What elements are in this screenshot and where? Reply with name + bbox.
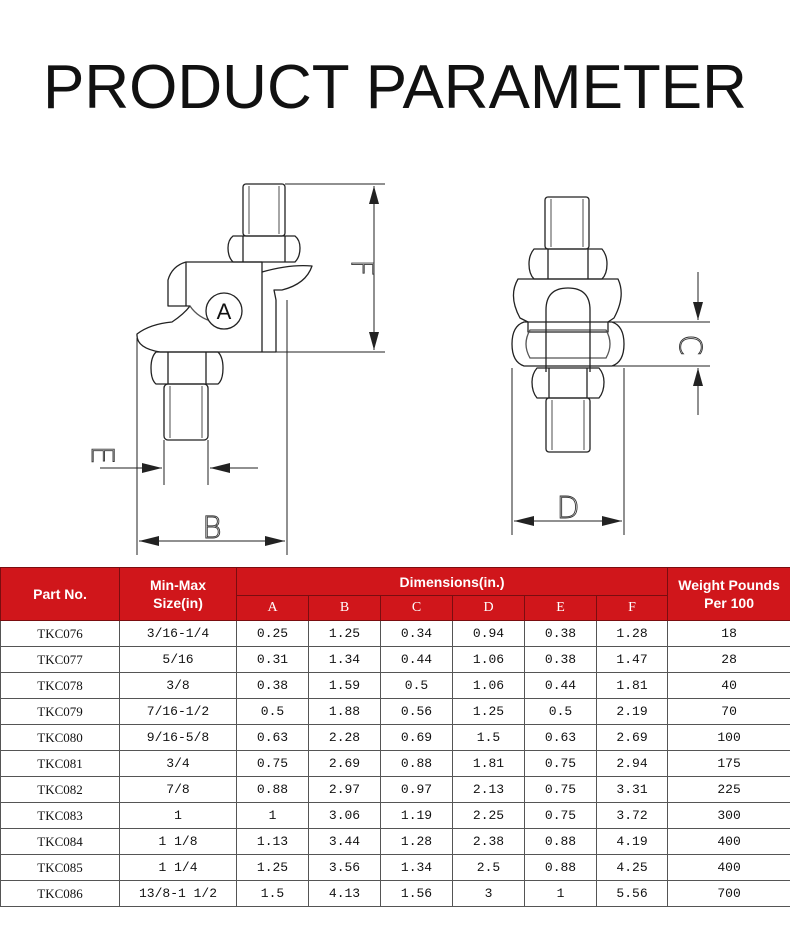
- cell-dim-b: 1.59: [309, 673, 381, 699]
- cell-part-no: TKC084: [1, 829, 120, 855]
- header-dim-d: D: [453, 596, 525, 621]
- page-title: PRODUCT PARAMETER: [43, 53, 747, 122]
- cell-dim-e: 0.75: [525, 777, 597, 803]
- clamp-diagram: [0, 160, 790, 560]
- header-part-no: Part No.: [1, 568, 120, 621]
- cell-dim-c: 0.97: [381, 777, 453, 803]
- cell-dim-c: 1.28: [381, 829, 453, 855]
- table-row: [1, 647, 790, 673]
- cell-dim-d: 2.5: [453, 855, 525, 881]
- cell-dim-a: 0.5: [237, 699, 309, 725]
- cell-weight: 18: [668, 621, 790, 647]
- cell-dim-a: 1.25: [237, 855, 309, 881]
- cell-dim-f: 5.56: [597, 881, 668, 907]
- cell-dim-e: 1: [525, 881, 597, 907]
- cell-dim-e: 0.75: [525, 803, 597, 829]
- cell-part-no: TKC080: [1, 725, 120, 751]
- cell-size: 7/16-1/2: [120, 699, 237, 725]
- cell-dim-f: 1.47: [597, 647, 668, 673]
- cell-dim-d: 1.06: [453, 673, 525, 699]
- table-row: [1, 829, 790, 855]
- cell-dim-a: 0.88: [237, 777, 309, 803]
- cell-dim-d: 0.94: [453, 621, 525, 647]
- cell-part-no: TKC082: [1, 777, 120, 803]
- cell-dim-a: 1: [237, 803, 309, 829]
- header-dim-a: A: [237, 596, 309, 621]
- header-dim-b: B: [309, 596, 381, 621]
- cell-size: 3/8: [120, 673, 237, 699]
- cell-size: 7/8: [120, 777, 237, 803]
- cell-weight: 100: [668, 725, 790, 751]
- table-row: [1, 725, 790, 751]
- cell-dim-b: 1.25: [309, 621, 381, 647]
- cell-weight: 400: [668, 855, 790, 881]
- cell-dim-b: 3.56: [309, 855, 381, 881]
- label-f: F: [344, 259, 379, 277]
- cell-dim-d: 2.13: [453, 777, 525, 803]
- c-arrow-bottom: [693, 368, 703, 386]
- cell-dim-c: 1.34: [381, 855, 453, 881]
- cell-dim-e: 0.44: [525, 673, 597, 699]
- table-row: [1, 621, 790, 647]
- cell-dim-b: 2.28: [309, 725, 381, 751]
- d-arrow-right: [602, 516, 622, 526]
- cell-dim-b: 2.69: [309, 751, 381, 777]
- cell-part-no: TKC083: [1, 803, 120, 829]
- cell-dim-d: 1.5: [453, 725, 525, 751]
- cell-part-no: TKC081: [1, 751, 120, 777]
- cell-dim-f: 2.19: [597, 699, 668, 725]
- cell-part-no: TKC079: [1, 699, 120, 725]
- top-nut: [228, 236, 300, 262]
- cell-dim-d: 1.06: [453, 647, 525, 673]
- cell-weight: 300: [668, 803, 790, 829]
- table-row: [1, 855, 790, 881]
- header-dim-c: C: [381, 596, 453, 621]
- cell-size: 9/16-5/8: [120, 725, 237, 751]
- cell-weight: 400: [668, 829, 790, 855]
- cell-dim-a: 1.13: [237, 829, 309, 855]
- cell-part-no: TKC076: [1, 621, 120, 647]
- cell-dim-d: 2.25: [453, 803, 525, 829]
- f-arrow-bottom: [369, 332, 379, 350]
- cell-dim-a: 0.25: [237, 621, 309, 647]
- table-row: [1, 777, 790, 803]
- technical-drawing: [0, 160, 790, 560]
- cell-dim-f: 4.19: [597, 829, 668, 855]
- cell-dim-b: 1.34: [309, 647, 381, 673]
- cell-part-no: TKC078: [1, 673, 120, 699]
- parameter-table: [0, 567, 790, 907]
- cell-size: 1: [120, 803, 237, 829]
- cell-size: 13/8-1 1/2: [120, 881, 237, 907]
- cell-size: 1 1/4: [120, 855, 237, 881]
- cell-dim-f: 3.72: [597, 803, 668, 829]
- cell-weight: 700: [668, 881, 790, 907]
- cell-dim-c: 1.56: [381, 881, 453, 907]
- cell-size: 1 1/8: [120, 829, 237, 855]
- cell-weight: 175: [668, 751, 790, 777]
- d-arrow-left: [514, 516, 534, 526]
- cell-weight: 70: [668, 699, 790, 725]
- cell-dim-d: 1.25: [453, 699, 525, 725]
- b-arrow-left: [139, 536, 159, 546]
- label-c: C: [672, 334, 707, 356]
- cell-size: 3/16-1/4: [120, 621, 237, 647]
- cell-dim-f: 1.81: [597, 673, 668, 699]
- b-arrow-right: [265, 536, 285, 546]
- cell-part-no: TKC085: [1, 855, 120, 881]
- cell-dim-c: 0.44: [381, 647, 453, 673]
- cell-dim-c: 1.19: [381, 803, 453, 829]
- cell-dim-a: 0.31: [237, 647, 309, 673]
- cell-dim-d: 1.81: [453, 751, 525, 777]
- table-row: [1, 699, 790, 725]
- right-bottom-nut: [532, 368, 604, 398]
- header-weight: Weight Pounds Per 100: [668, 568, 790, 621]
- cell-dim-e: 0.38: [525, 621, 597, 647]
- header-dim-e: E: [525, 596, 597, 621]
- cell-dim-e: 0.63: [525, 725, 597, 751]
- cell-weight: 225: [668, 777, 790, 803]
- cell-dim-c: 0.88: [381, 751, 453, 777]
- cell-dim-b: 4.13: [309, 881, 381, 907]
- e-arrow-left: [142, 463, 162, 473]
- cell-dim-f: 1.28: [597, 621, 668, 647]
- cell-dim-e: 0.88: [525, 855, 597, 881]
- cell-dim-d: 2.38: [453, 829, 525, 855]
- right-saddle: [512, 322, 624, 366]
- e-arrow-right: [210, 463, 230, 473]
- cell-dim-c: 0.34: [381, 621, 453, 647]
- cell-dim-b: 3.06: [309, 803, 381, 829]
- right-top-nut: [529, 249, 607, 279]
- cell-dim-d: 3: [453, 881, 525, 907]
- cell-dim-c: 0.69: [381, 725, 453, 751]
- cell-dim-f: 2.94: [597, 751, 668, 777]
- cell-dim-e: 0.88: [525, 829, 597, 855]
- cell-dim-f: 4.25: [597, 855, 668, 881]
- cell-dim-c: 0.56: [381, 699, 453, 725]
- cell-dim-a: 0.75: [237, 751, 309, 777]
- table-body: [1, 621, 790, 907]
- cell-dim-e: 0.5: [525, 699, 597, 725]
- cell-dim-a: 1.5: [237, 881, 309, 907]
- cell-part-no: TKC086: [1, 881, 120, 907]
- label-e: E: [84, 445, 119, 465]
- c-arrow-top: [693, 302, 703, 320]
- cell-dim-e: 0.38: [525, 647, 597, 673]
- cell-dim-e: 0.75: [525, 751, 597, 777]
- cell-dim-c: 0.5: [381, 673, 453, 699]
- cell-dim-a: 0.38: [237, 673, 309, 699]
- label-a: A: [216, 299, 232, 324]
- header-dim-f: F: [597, 596, 668, 621]
- table-row: [1, 751, 790, 777]
- cell-dim-b: 2.97: [309, 777, 381, 803]
- cell-dim-a: 0.63: [237, 725, 309, 751]
- cell-weight: 28: [668, 647, 790, 673]
- cell-dim-b: 3.44: [309, 829, 381, 855]
- cell-part-no: TKC077: [1, 647, 120, 673]
- cell-dim-b: 1.88: [309, 699, 381, 725]
- f-arrow-top: [369, 186, 379, 204]
- cell-weight: 40: [668, 673, 790, 699]
- bottom-nut: [151, 352, 223, 384]
- header-size: Min-Max Size(in): [120, 568, 237, 621]
- cell-dim-f: 2.69: [597, 725, 668, 751]
- table-row: [1, 881, 790, 907]
- table-row: [1, 673, 790, 699]
- table-row: [1, 803, 790, 829]
- header-dimensions: Dimensions(in.): [237, 568, 668, 596]
- cell-size: 5/16: [120, 647, 237, 673]
- label-d: D: [556, 491, 580, 526]
- cell-dim-f: 3.31: [597, 777, 668, 803]
- right-yoke: [513, 279, 621, 332]
- label-b: B: [202, 511, 222, 546]
- cell-size: 3/4: [120, 751, 237, 777]
